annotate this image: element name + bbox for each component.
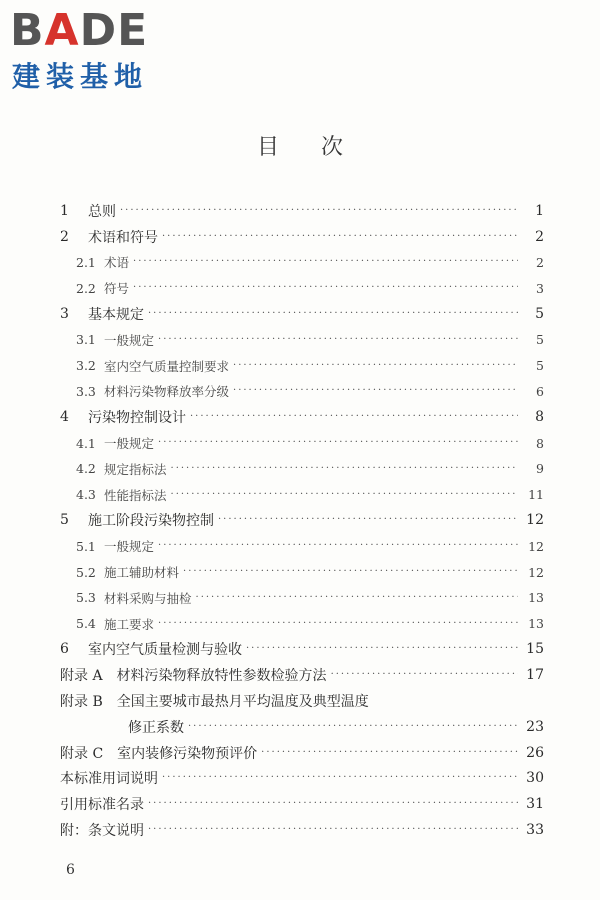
toc-leader-dots [331, 668, 518, 682]
toc-entry-title: 引用标准名录 [60, 797, 144, 814]
toc-entry[interactable] [60, 353, 544, 379]
toc-entry-page: 30 [526, 770, 544, 787]
toc-leader-dots [183, 565, 518, 579]
toc-entry[interactable] [60, 456, 544, 482]
toc-entry-title: 总则 [88, 203, 116, 220]
toc-entry-number: 4 [60, 409, 69, 426]
table-of-contents [60, 198, 544, 843]
toc-entry-title: 一般规定 [104, 332, 155, 348]
toc-leader-dots [158, 333, 518, 347]
logo-wordmark: BADE [10, 5, 149, 56]
toc-entry-number: 4.2 [76, 461, 96, 477]
toc-entry-title: 一般规定 [104, 539, 155, 555]
toc-entry-title: 规定指标法 [104, 461, 167, 477]
logo-subtitle: 建装基地 [12, 60, 149, 93]
toc-entry-title: 基本规定 [88, 307, 144, 324]
toc-entry-page: 5 [535, 306, 544, 323]
toc-entry-page: 13 [528, 616, 544, 632]
toc-entry[interactable] [60, 198, 544, 224]
toc-entry-number: 5.2 [76, 564, 96, 580]
toc-entry-title: 材料采购与抽检 [104, 590, 192, 606]
toc-entry-page: 31 [526, 796, 544, 813]
toc-entry-title: 材料污染物释放率分级 [104, 384, 230, 400]
toc-entry[interactable] [60, 559, 544, 585]
toc-entry-number: 3 [60, 306, 69, 323]
toc-entry-title: 室内空气质量控制要求 [104, 358, 230, 374]
toc-leader-dots [162, 771, 518, 785]
toc-entry-title: 附录 C 室内装修污染物预评价 [60, 745, 258, 762]
toc-entry-page: 11 [528, 487, 544, 503]
toc-leader-dots [158, 436, 518, 450]
toc-entry[interactable] [60, 482, 544, 508]
toc-entry[interactable] [60, 379, 544, 405]
toc-entry-number: 3.3 [76, 383, 96, 399]
toc-entry[interactable] [60, 791, 544, 817]
toc-entry-title: 修正系数 [128, 719, 184, 736]
toc-leader-dots [233, 384, 518, 398]
toc-entry-number: 1 [60, 202, 69, 219]
toc-entry-page: 2 [535, 228, 544, 245]
toc-entry-title: 术语和符号 [88, 229, 158, 246]
toc-entry[interactable] [60, 637, 544, 663]
toc-entry-number: 3.2 [76, 358, 96, 374]
toc-leader-dots [148, 797, 518, 811]
toc-entry[interactable] [60, 250, 544, 276]
toc-entry-number: 2.1 [76, 254, 96, 270]
toc-leader-dots [261, 746, 518, 760]
toc-entry-title: 附录 A 材料污染物释放特性参数检验方法 [60, 668, 327, 685]
toc-entry[interactable] [60, 766, 544, 792]
toc-entry-title: 室内空气质量检测与验收 [88, 642, 242, 659]
toc-leader-dots [158, 617, 518, 631]
toc-leader-dots [196, 591, 518, 605]
toc-entry-number: 4.1 [76, 435, 96, 451]
toc-entry-title: 附录 B 全国主要城市最热月平均温度及典型温度 [60, 694, 369, 711]
toc-entry-page: 12 [526, 512, 544, 529]
toc-entry-page: 12 [528, 564, 544, 580]
toc-entry-title: 一般规定 [104, 436, 155, 452]
toc-entry-page: 1 [535, 202, 544, 219]
toc-entry[interactable] [60, 275, 544, 301]
toc-leader-dots [171, 462, 518, 476]
page-number: 6 [66, 862, 75, 878]
toc-entry-page: 15 [526, 641, 544, 658]
toc-entry-number: 2.2 [76, 280, 96, 296]
toc-leader-dots [171, 488, 518, 502]
toc-entry-title: 施工辅助材料 [104, 565, 180, 581]
toc-entry-page: 3 [536, 280, 544, 296]
toc-leader-dots [233, 359, 518, 373]
toc-leader-dots [188, 720, 518, 734]
toc-leader-dots [218, 513, 518, 527]
toc-entry-title: 性能指标法 [104, 487, 167, 503]
toc-entry-number: 6 [60, 641, 69, 658]
toc-entry[interactable] [60, 688, 544, 714]
toc-entry-title: 污染物控制设计 [88, 410, 186, 427]
brand-logo [10, 6, 175, 96]
toc-entry-title: 施工要求 [104, 616, 155, 632]
toc-entry[interactable] [60, 430, 544, 456]
toc-entry-page: 23 [526, 718, 544, 735]
toc-entry-page: 9 [536, 461, 544, 477]
toc-entry[interactable] [60, 662, 544, 688]
toc-entry-number: 5.4 [76, 616, 96, 632]
toc-leader-dots [120, 204, 518, 218]
toc-entry-page: 8 [536, 435, 544, 451]
toc-entry-page: 26 [526, 744, 544, 761]
toc-entry-number: 5.1 [76, 538, 96, 554]
toc-entry-page: 33 [526, 822, 544, 839]
toc-entry-number: 3.1 [76, 332, 96, 348]
toc-entry-page: 13 [528, 590, 544, 606]
toc-entry-title: 符号 [104, 281, 130, 297]
toc-entry-page: 8 [535, 409, 544, 426]
toc-entry-page: 12 [528, 538, 544, 554]
toc-leader-dots [133, 255, 518, 269]
toc-entry[interactable] [60, 714, 544, 740]
toc-entry[interactable] [60, 224, 544, 250]
toc-entry[interactable] [60, 740, 544, 766]
toc-entry-number: 4.3 [76, 487, 96, 503]
toc-entry[interactable] [60, 533, 544, 559]
toc-entry[interactable] [60, 301, 544, 327]
toc-entry-number: 5 [60, 512, 69, 529]
toc-entry-page: 5 [536, 358, 544, 374]
toc-entry-page: 17 [526, 667, 544, 684]
toc-leader-dots [148, 823, 518, 837]
logo-accent-letter: A [44, 5, 80, 56]
toc-entry-page: 2 [536, 254, 544, 270]
toc-entry-title: 本标准用词说明 [60, 771, 158, 788]
page-title: 目次 [256, 135, 385, 160]
toc-entry[interactable] [60, 585, 544, 611]
toc-leader-dots [246, 642, 518, 656]
toc-entry-number: 5.3 [76, 590, 96, 606]
toc-leader-dots [148, 307, 518, 321]
toc-entry[interactable] [60, 817, 544, 843]
toc-leader-dots [158, 539, 518, 553]
toc-leader-dots [133, 281, 518, 295]
toc-entry-page: 5 [536, 332, 544, 348]
toc-entry[interactable] [60, 327, 544, 353]
toc-entry-title: 施工阶段污染物控制 [88, 513, 214, 530]
toc-leader-dots [190, 410, 518, 424]
toc-entry[interactable] [60, 404, 544, 430]
toc-entry-title: 术语 [104, 255, 130, 271]
toc-entry-number: 2 [60, 228, 69, 245]
toc-entry[interactable] [60, 508, 544, 534]
toc-entry[interactable] [60, 611, 544, 637]
toc-entry-title: 附：条文说明 [60, 823, 144, 840]
toc-leader-dots [162, 230, 518, 244]
toc-entry-page: 6 [536, 383, 544, 399]
